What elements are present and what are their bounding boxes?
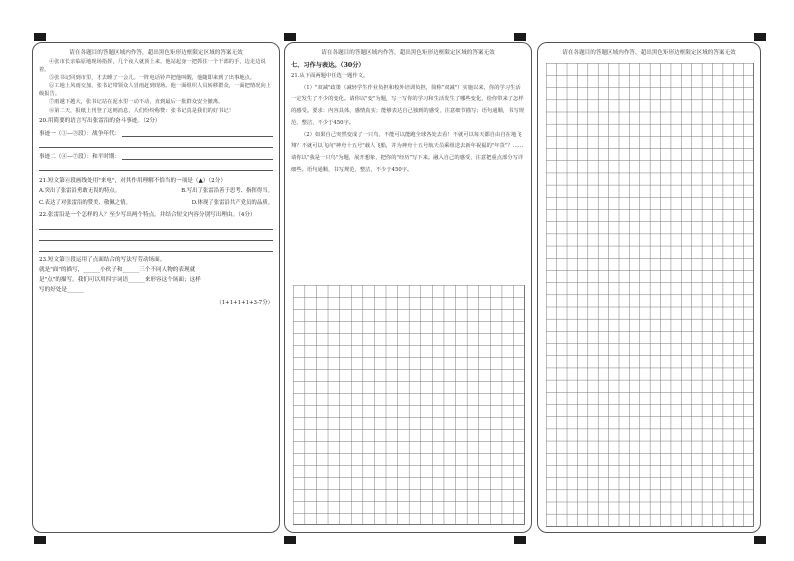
passage-paragraph: ⑦雨越下越大，张书记站在泥水里一动不动，直到最后一批群众安全撤离。 <box>49 99 224 106</box>
q21-option-c[interactable]: C.表达了对张雷沿的赞美、敬佩之情。 <box>39 199 131 206</box>
q23-blank-line[interactable]: 是"点"的描写。我们可以用四字词语______来形容这个场面；这样 <box>39 276 201 283</box>
q20-item1-label: 事迹一（①—③段）：战争年代： <box>39 130 121 137</box>
answer-line[interactable] <box>39 230 273 241</box>
answer-area-notice: 请在各题目的答题区域内作答，超出黑色矩形边框限定区域的答案无效 <box>321 50 495 56</box>
question-22: 22.张雷沿是一个怎样的人？至少写出两个特点，并结合短文内容分别写出理由。（4分） <box>39 211 256 218</box>
q21-options-row <box>39 185 273 197</box>
answer-area-notice: 请在各题目的答题区域内作答，超出黑色矩形边框限定区域的答案无效 <box>69 50 243 56</box>
passage-paragraph: ⑧第二天，报纸上刊登了这则消息，人们纷纷称赞：张书记真是我们的好书记！ <box>49 107 235 114</box>
registration-mark <box>34 33 46 41</box>
registration-mark <box>514 33 526 41</box>
q20-item2-label: 事迹二（④—⑦段）：和平时期： <box>39 153 121 160</box>
registration-mark <box>754 33 766 41</box>
q23-blank-line[interactable]: 就是"面"的描写，______小伙子和______三个不同人物的表现就 <box>39 266 196 273</box>
question-20: 20.用简要的语言写出张雷沿的奋斗事迹。（2分） <box>39 117 161 124</box>
registration-mark <box>514 536 526 544</box>
composition-writing-grid[interactable] <box>546 63 754 527</box>
registration-mark <box>284 536 296 544</box>
composition-instruction: 21.从下面两题中任选一题作文。 <box>291 73 369 79</box>
q21-option-a[interactable]: A.突出了张雷沿勇敢无畏的特点。 <box>39 187 121 194</box>
answer-area-notice: 请在各题目的答题区域内作答，超出黑色矩形边框限定区域的答案无效 <box>562 50 736 56</box>
composition-prompt-2: （2）如果自己突然变成了一只鸟，不能可以能跑全球各处去看！不就可以每天都自由自在地飞翔？不就可以飞向"神舟十五号"载人飞船，并为神舟十五号航天员乘组送去新年祝福的"年货"？……请你以"我是一只鸟"为题，展开想象，把你的"经历"写下来。融入自己的感受，注意把重点部分写详细些。语句通顺，书写规范，整洁，不少于450字。 <box>291 131 524 173</box>
q20-answer-row <box>39 128 273 137</box>
question-23: 23.短文第⑤段运用了点面结合的写法写劳动场面。 <box>39 256 166 263</box>
passage-paragraph: ⑥工地上风雨交加，张书记带领众人冒雨赶到现场。他一面组织人员转移群众，一面把情况向上级报告。 <box>39 83 272 98</box>
passage-paragraph: ④张市长亲临原地现场指挥，几个夜人就顶上来。他站起身一把抓住一个干部的手，边走边说着。 <box>39 59 266 74</box>
q20-answer-row <box>39 151 273 160</box>
answer-line[interactable] <box>39 137 273 148</box>
registration-mark <box>34 536 46 544</box>
q21-option-d[interactable]: D.体现了张雷沿共产党员的品质。 <box>191 199 273 206</box>
middle-answer-panel <box>284 42 532 533</box>
registration-mark <box>284 33 296 41</box>
reading-passage <box>39 58 273 115</box>
passage-paragraph: ⑤张书记回到市里，才去睡了一会儿。一阵电话铃声把他叫醒，他随即来到了出事地点。 <box>49 75 256 82</box>
answer-line[interactable] <box>39 160 273 171</box>
q20-answer-line-1[interactable] <box>122 128 273 137</box>
answer-line[interactable] <box>39 241 273 252</box>
answer-line[interactable] <box>39 219 273 230</box>
section-title: 七、习作与表达。（30分） <box>291 62 365 69</box>
question-21: 21.短文第⑥段画线处用"来电"，对其作用理解不恰当的一项是（▲）（2分） <box>39 177 226 184</box>
q21-option-b[interactable]: B.写出了张雷沿善于思考、指挥得当。 <box>181 187 273 194</box>
score-note: （1+1+1+1+3-7分） <box>216 299 273 306</box>
composition-prompt-1: （1）"双减"政策（减轻学生作业负担和校外培训负担，简称"双减"）实施以来，你的学习生活一定发生了不少的变化。请你以"变"为题，写一写你的学习和生活发生了哪些变化，给你带来了怎样的感受。要求：内容具体，感情真实；能够表达自己独到的感受，注意细节描写；语句通顺，书写规范、整洁，不少于450字。 <box>291 84 525 126</box>
q21-options-row <box>39 197 273 209</box>
right-answer-panel <box>537 42 761 533</box>
left-answer-panel <box>32 42 280 533</box>
composition-writing-grid[interactable] <box>293 285 525 525</box>
q20-answer-line-2[interactable] <box>122 151 273 160</box>
registration-mark <box>754 536 766 544</box>
q23-blank-line[interactable]: 写的好处是______ <box>39 286 84 293</box>
